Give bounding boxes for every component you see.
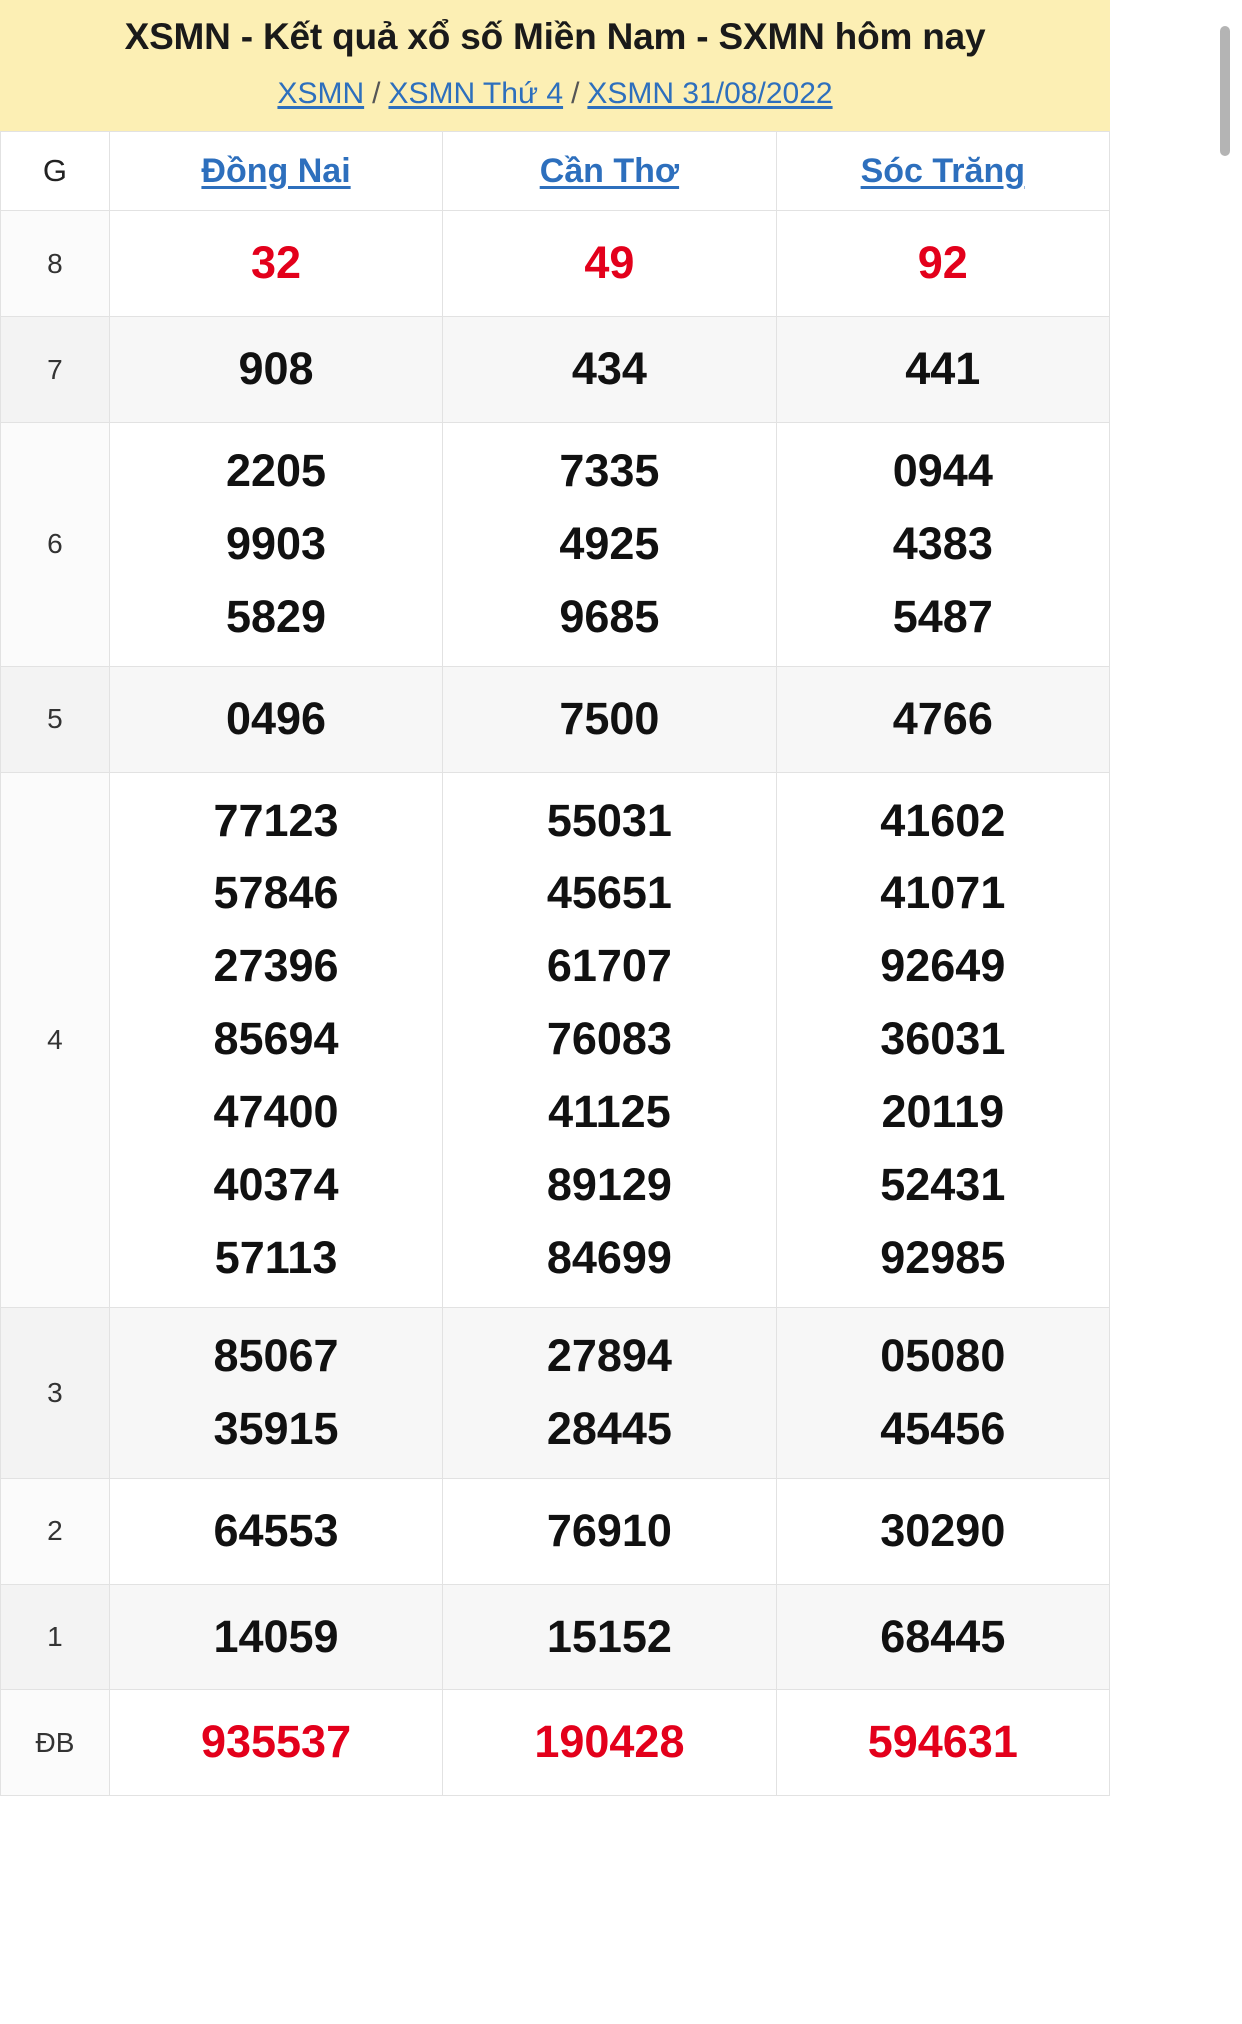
prize-label: 5 [1, 666, 110, 772]
table-row [1, 772, 1110, 1307]
result-cell [776, 1478, 1109, 1584]
result-number-group [443, 1308, 775, 1478]
result-cell [443, 423, 776, 667]
result-number-group [777, 1690, 1109, 1795]
result-cell [109, 317, 442, 423]
result-cell [443, 1690, 776, 1796]
result-number-group [777, 211, 1109, 316]
result-number: 4766 [892, 692, 993, 744]
result-number: 9903 [225, 517, 327, 569]
result-number: 92985 [880, 1231, 1006, 1283]
prize-label: 3 [1, 1307, 110, 1478]
result-number: 7335 [559, 445, 660, 497]
result-cell [776, 1584, 1109, 1690]
result-cell [443, 1584, 776, 1690]
result-cell [109, 1584, 442, 1690]
result-number-group [443, 1690, 775, 1795]
result-number: 57846 [213, 867, 339, 919]
result-number-group [110, 773, 442, 1307]
result-number: 434 [571, 343, 647, 395]
result-number: 76910 [546, 1504, 672, 1556]
breadcrumb-link-weekday[interactable]: XSMN Thứ 4 [388, 77, 564, 111]
result-number-group [777, 1479, 1109, 1584]
result-number-group [777, 667, 1109, 772]
result-number: 55031 [546, 794, 672, 846]
result-number: 68445 [880, 1610, 1006, 1662]
breadcrumb-link-date[interactable]: XSMN 31/08/2022 [587, 77, 833, 111]
result-number: 15152 [546, 1610, 672, 1662]
scrollbar-thumb[interactable] [1220, 26, 1230, 156]
table-head [1, 132, 1110, 211]
result-cell [109, 666, 442, 772]
result-number-group [443, 667, 775, 772]
result-number: 0944 [892, 445, 993, 497]
result-cell [109, 423, 442, 667]
breadcrumb [0, 74, 1110, 113]
result-number: 441 [905, 343, 981, 395]
lottery-results-table [0, 131, 1110, 1796]
table-row [1, 423, 1110, 667]
result-number: 594631 [867, 1716, 1018, 1768]
result-cell [443, 666, 776, 772]
result-number: 52431 [880, 1159, 1006, 1211]
prize-label: ĐB [1, 1690, 110, 1796]
column-header-province-3 [776, 132, 1109, 211]
page-header [0, 0, 1110, 131]
breadcrumb-separator-1: / [372, 77, 381, 111]
table-row [1, 666, 1110, 772]
result-cell [776, 1690, 1109, 1796]
result-number: 27894 [546, 1329, 672, 1381]
result-number: 35915 [213, 1402, 339, 1454]
result-number: 57113 [214, 1231, 338, 1283]
result-number: 05080 [880, 1329, 1006, 1381]
result-cell [109, 1307, 442, 1478]
result-number: 92 [917, 237, 968, 289]
result-number-group [443, 1479, 775, 1584]
result-number-group [110, 1479, 442, 1584]
result-number: 30290 [880, 1504, 1006, 1556]
result-number: 5829 [225, 590, 327, 642]
result-number-group [777, 317, 1109, 422]
result-number-group [110, 667, 442, 772]
result-number: 49 [584, 237, 635, 289]
prize-label: 8 [1, 211, 110, 317]
province-link-3[interactable]: Sóc Trăng [860, 151, 1025, 190]
column-header-province-1 [109, 132, 442, 211]
prize-label: 2 [1, 1478, 110, 1584]
result-number-group [777, 423, 1109, 666]
result-number-group [443, 317, 775, 422]
result-number: 7500 [559, 692, 660, 744]
result-cell [776, 211, 1109, 317]
column-header-province-2 [443, 132, 776, 211]
result-number: 27396 [213, 940, 339, 992]
table-row [1, 317, 1110, 423]
result-cell [443, 772, 776, 1307]
result-cell [443, 317, 776, 423]
prize-label: 4 [1, 772, 110, 1307]
prize-label: 7 [1, 317, 110, 423]
result-number-group [443, 423, 775, 666]
table-body [1, 211, 1110, 1796]
result-cell [776, 1307, 1109, 1478]
result-number: 4383 [892, 517, 993, 569]
result-number-group [110, 1308, 442, 1478]
result-number: 935537 [200, 1716, 352, 1768]
result-cell [443, 1478, 776, 1584]
result-cell [443, 1307, 776, 1478]
result-cell [776, 666, 1109, 772]
result-number-group [110, 1585, 442, 1690]
result-number: 4925 [559, 517, 660, 569]
result-number-group [443, 1585, 775, 1690]
result-number: 45456 [880, 1402, 1006, 1454]
result-number: 85067 [213, 1329, 339, 1381]
result-cell [109, 211, 442, 317]
scrollbar-track[interactable] [1226, 0, 1236, 2024]
result-cell [776, 317, 1109, 423]
result-number: 0496 [225, 692, 327, 744]
result-cell [109, 1478, 442, 1584]
breadcrumb-link-xsmn[interactable]: XSMN [277, 77, 365, 111]
column-header-prize: G [1, 132, 110, 211]
result-number: 41125 [548, 1086, 671, 1138]
result-cell [443, 211, 776, 317]
result-number-group [110, 1690, 442, 1795]
prize-label: 1 [1, 1584, 110, 1690]
result-number-group [443, 211, 775, 316]
result-number: 77123 [213, 794, 339, 846]
result-number-group [110, 423, 442, 666]
result-number: 20119 [881, 1086, 1005, 1138]
result-cell [776, 772, 1109, 1307]
result-number: 89129 [546, 1159, 672, 1211]
result-number-group [110, 317, 442, 422]
result-number: 40374 [213, 1159, 339, 1211]
result-number: 9685 [559, 590, 660, 642]
result-number-group [443, 773, 775, 1307]
result-number: 908 [238, 343, 314, 395]
breadcrumb-separator-2: / [571, 77, 580, 111]
result-number: 45651 [546, 867, 672, 919]
result-number: 5487 [892, 590, 993, 642]
result-number: 190428 [534, 1716, 685, 1768]
table-row [1, 1307, 1110, 1478]
result-cell [109, 1690, 442, 1796]
result-number: 28445 [546, 1402, 672, 1454]
table-row [1, 1478, 1110, 1584]
result-number: 41602 [880, 794, 1006, 846]
prize-label: 6 [1, 423, 110, 667]
province-link-1[interactable]: Đồng Nai [201, 151, 351, 190]
result-number: 64553 [213, 1504, 339, 1556]
result-number-group [110, 211, 442, 316]
result-number: 92649 [880, 940, 1006, 992]
table-row [1, 211, 1110, 317]
result-number: 41071 [880, 867, 1006, 919]
result-number: 14059 [213, 1610, 339, 1662]
result-cell [776, 423, 1109, 667]
result-number: 85694 [213, 1013, 339, 1065]
result-number: 47400 [213, 1086, 339, 1138]
result-number: 36031 [880, 1013, 1006, 1065]
result-number-group [777, 1308, 1109, 1478]
table-header-row [1, 132, 1110, 211]
result-cell [109, 772, 442, 1307]
table-row [1, 1690, 1110, 1796]
result-number-group [777, 773, 1109, 1307]
result-number: 2205 [225, 445, 327, 497]
table-row [1, 1584, 1110, 1690]
result-number: 32 [251, 237, 302, 289]
result-number-group [777, 1585, 1109, 1690]
result-number: 84699 [546, 1231, 672, 1283]
page-title: XSMN - Kết quả xổ số Miền Nam - SXMN hôm nay [124, 16, 986, 57]
result-number: 76083 [546, 1013, 672, 1065]
province-link-2[interactable]: Cần Thơ [539, 151, 680, 190]
result-number: 61707 [546, 940, 672, 992]
